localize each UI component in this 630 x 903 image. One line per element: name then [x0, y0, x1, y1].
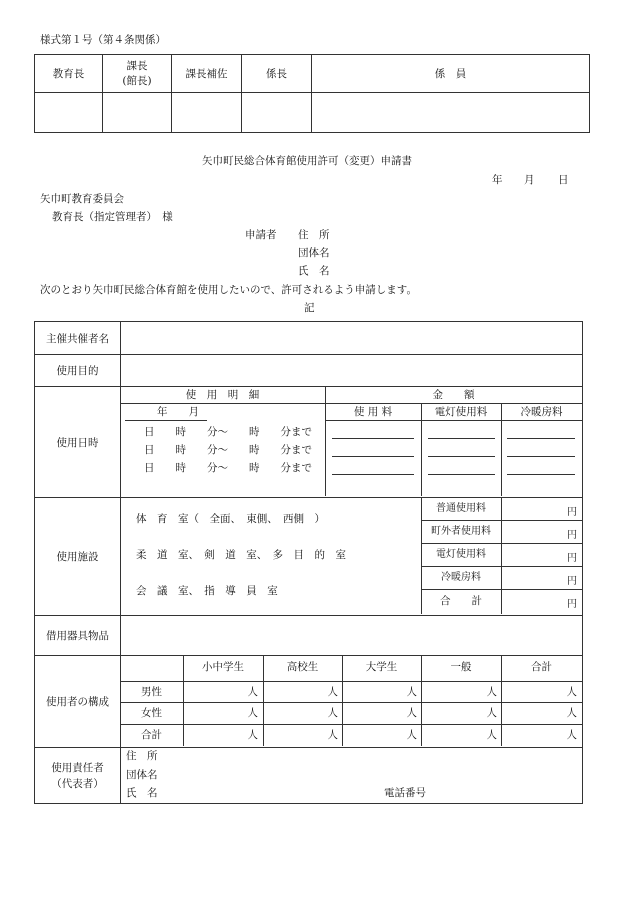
amount-col-light-fee: 電灯使用料: [434, 406, 488, 418]
fee-line[interactable]: [332, 474, 414, 475]
year-month-underline: [125, 420, 207, 421]
responsible-area: [121, 748, 583, 804]
comp-unit-cell[interactable]: 人: [327, 729, 338, 741]
equipment-label: 借用器具物品: [35, 616, 121, 656]
fee-line[interactable]: [332, 438, 414, 439]
fee-label-nonresident: 町外者使用料: [431, 526, 491, 537]
addressee-person: 教育長（指定管理者） 様: [52, 211, 173, 223]
usage-slot-1[interactable]: 日 時 分～ 時 分まで: [144, 426, 312, 438]
amount-col-usage-fee: 使 用 料: [353, 406, 393, 418]
comp-unit-cell[interactable]: 人: [247, 707, 258, 719]
responsible-phone-label: 電話番号: [384, 787, 426, 799]
comp-unit-cell[interactable]: 人: [566, 729, 577, 741]
fee-unit-yen[interactable]: 円: [567, 599, 577, 610]
comp-unit-cell[interactable]: 人: [566, 686, 577, 698]
comp-unit-cell[interactable]: 人: [566, 707, 577, 719]
comp-unit-cell[interactable]: 人: [327, 686, 338, 698]
applicant-name-label: 氏 名: [298, 265, 330, 277]
applicant-address-label: 住 所: [298, 229, 330, 241]
responsible-label: 使用責任者 （代表者）: [35, 748, 121, 804]
comp-header-rule: [120, 681, 582, 682]
approval-header-kacho-hosa: 課長補佐: [172, 55, 242, 93]
stamp-cell[interactable]: [312, 93, 590, 133]
comp-col-university: 大学生: [365, 661, 398, 673]
amount-col-aircon-fee: 冷暖房料: [520, 406, 563, 418]
fee-unit-yen[interactable]: 円: [567, 507, 577, 518]
approval-header-kacho: 課長 (館長): [103, 55, 172, 93]
comp-unit-cell[interactable]: 人: [406, 707, 417, 719]
comp-unit-cell[interactable]: 人: [247, 686, 258, 698]
stamp-cell[interactable]: [35, 93, 103, 133]
comp-unit-cell[interactable]: 人: [486, 729, 497, 741]
facility-line-3[interactable]: 会 議 室、 指 導 員 室: [136, 585, 278, 597]
comp-row-rule: [120, 724, 582, 725]
ki-label: 記: [304, 302, 315, 314]
datetime-mid-divider: [325, 386, 326, 496]
facility-line-1[interactable]: 体 育 室（ 全面、 東側、 西側 ）: [136, 513, 325, 525]
comp-unit-cell[interactable]: 人: [406, 729, 417, 741]
facility-line-2[interactable]: 柔 道 室、 剣 道 室、 多 目 的 室: [136, 549, 346, 561]
fee-label-aircon: 冷暖房料: [441, 572, 481, 583]
date-day: 日: [558, 174, 569, 186]
aircon-fee-line[interactable]: [507, 456, 575, 457]
fee-label-light: 電灯使用料: [436, 549, 486, 560]
usage-slot-3[interactable]: 日 時 分～ 時 分まで: [144, 462, 312, 474]
approval-table: [34, 54, 590, 133]
facility-label: 使用施設: [35, 498, 121, 616]
request-text: 次のとおり矢巾町民総合体育館を使用したいので、許可されるよう申請します。: [40, 284, 417, 296]
fee-line[interactable]: [332, 456, 414, 457]
applicant-group-label: 団体名: [298, 247, 330, 259]
form-number: 様式第１号（第４条関係）: [40, 34, 166, 46]
light-fee-line[interactable]: [428, 474, 495, 475]
comp-row-total: 合計: [141, 729, 162, 741]
usage-detail-header: 使 用 明 細: [185, 389, 260, 401]
datetime-label: 使用日時: [35, 387, 121, 498]
fee-row-rule: [421, 589, 582, 590]
amount-header: 金 額: [432, 389, 475, 401]
fee-label-regular: 普通使用料: [436, 503, 486, 514]
comp-unit-cell[interactable]: 人: [247, 729, 258, 741]
responsible-group-label: 団体名: [126, 769, 158, 781]
comp-col-highschool: 高校生: [286, 661, 319, 673]
approval-header-kyoikucho: 教育長: [35, 55, 103, 93]
stamp-cell[interactable]: [103, 93, 172, 133]
organizer-input[interactable]: [121, 322, 583, 355]
approval-header-kakaricho: 係長: [242, 55, 312, 93]
organizer-label: 主催共催者名: [35, 322, 121, 355]
fee-row-rule: [421, 543, 582, 544]
comp-row-rule: [120, 702, 582, 703]
stamp-cell[interactable]: [242, 93, 312, 133]
comp-unit-cell[interactable]: 人: [327, 707, 338, 719]
comp-col-elementary: 小中学生: [202, 661, 244, 673]
responsible-address-label: 住 所: [126, 750, 158, 762]
usage-slot-2[interactable]: 日 時 分～ 時 分まで: [144, 444, 312, 456]
stamp-cell[interactable]: [172, 93, 242, 133]
light-fee-line[interactable]: [428, 438, 495, 439]
fee-unit-yen[interactable]: 円: [567, 553, 577, 564]
page-title: 矢巾町民総合体育館使用許可（変更）申請書: [202, 155, 412, 167]
purpose-label: 使用目的: [35, 355, 121, 387]
comp-unit-cell[interactable]: 人: [486, 686, 497, 698]
approval-header-kakariin: 係 員: [312, 55, 590, 93]
amount-sub-rule: [325, 420, 582, 421]
comp-unit-cell[interactable]: 人: [486, 707, 497, 719]
date-year: 年: [492, 174, 503, 186]
datetime-header-rule: [120, 403, 582, 404]
comp-col-total: 合計: [531, 661, 552, 673]
applicant-label: 申請者: [245, 229, 277, 241]
addressee-org: 矢巾町教育委員会: [40, 193, 124, 205]
purpose-input[interactable]: [121, 355, 583, 387]
date-month: 月: [524, 174, 535, 186]
fee-row-rule: [421, 566, 582, 567]
equipment-input[interactable]: [121, 616, 583, 656]
comp-unit-cell[interactable]: 人: [406, 686, 417, 698]
comp-col-general: 一般: [450, 661, 472, 673]
comp-row-female: 女性: [141, 707, 162, 719]
aircon-fee-line[interactable]: [507, 438, 575, 439]
fee-unit-yen[interactable]: 円: [567, 530, 577, 541]
fee-unit-yen[interactable]: 円: [567, 576, 577, 587]
responsible-name-label: 氏 名: [126, 787, 158, 799]
light-fee-line[interactable]: [428, 456, 495, 457]
aircon-fee-line[interactable]: [507, 474, 575, 475]
fee-label-total: 合 計: [440, 595, 482, 607]
fee-row-rule: [421, 520, 582, 521]
comp-row-male: 男性: [141, 686, 162, 698]
year-month-label: 年 月: [157, 406, 199, 418]
composition-label: 使用者の構成: [35, 656, 121, 748]
